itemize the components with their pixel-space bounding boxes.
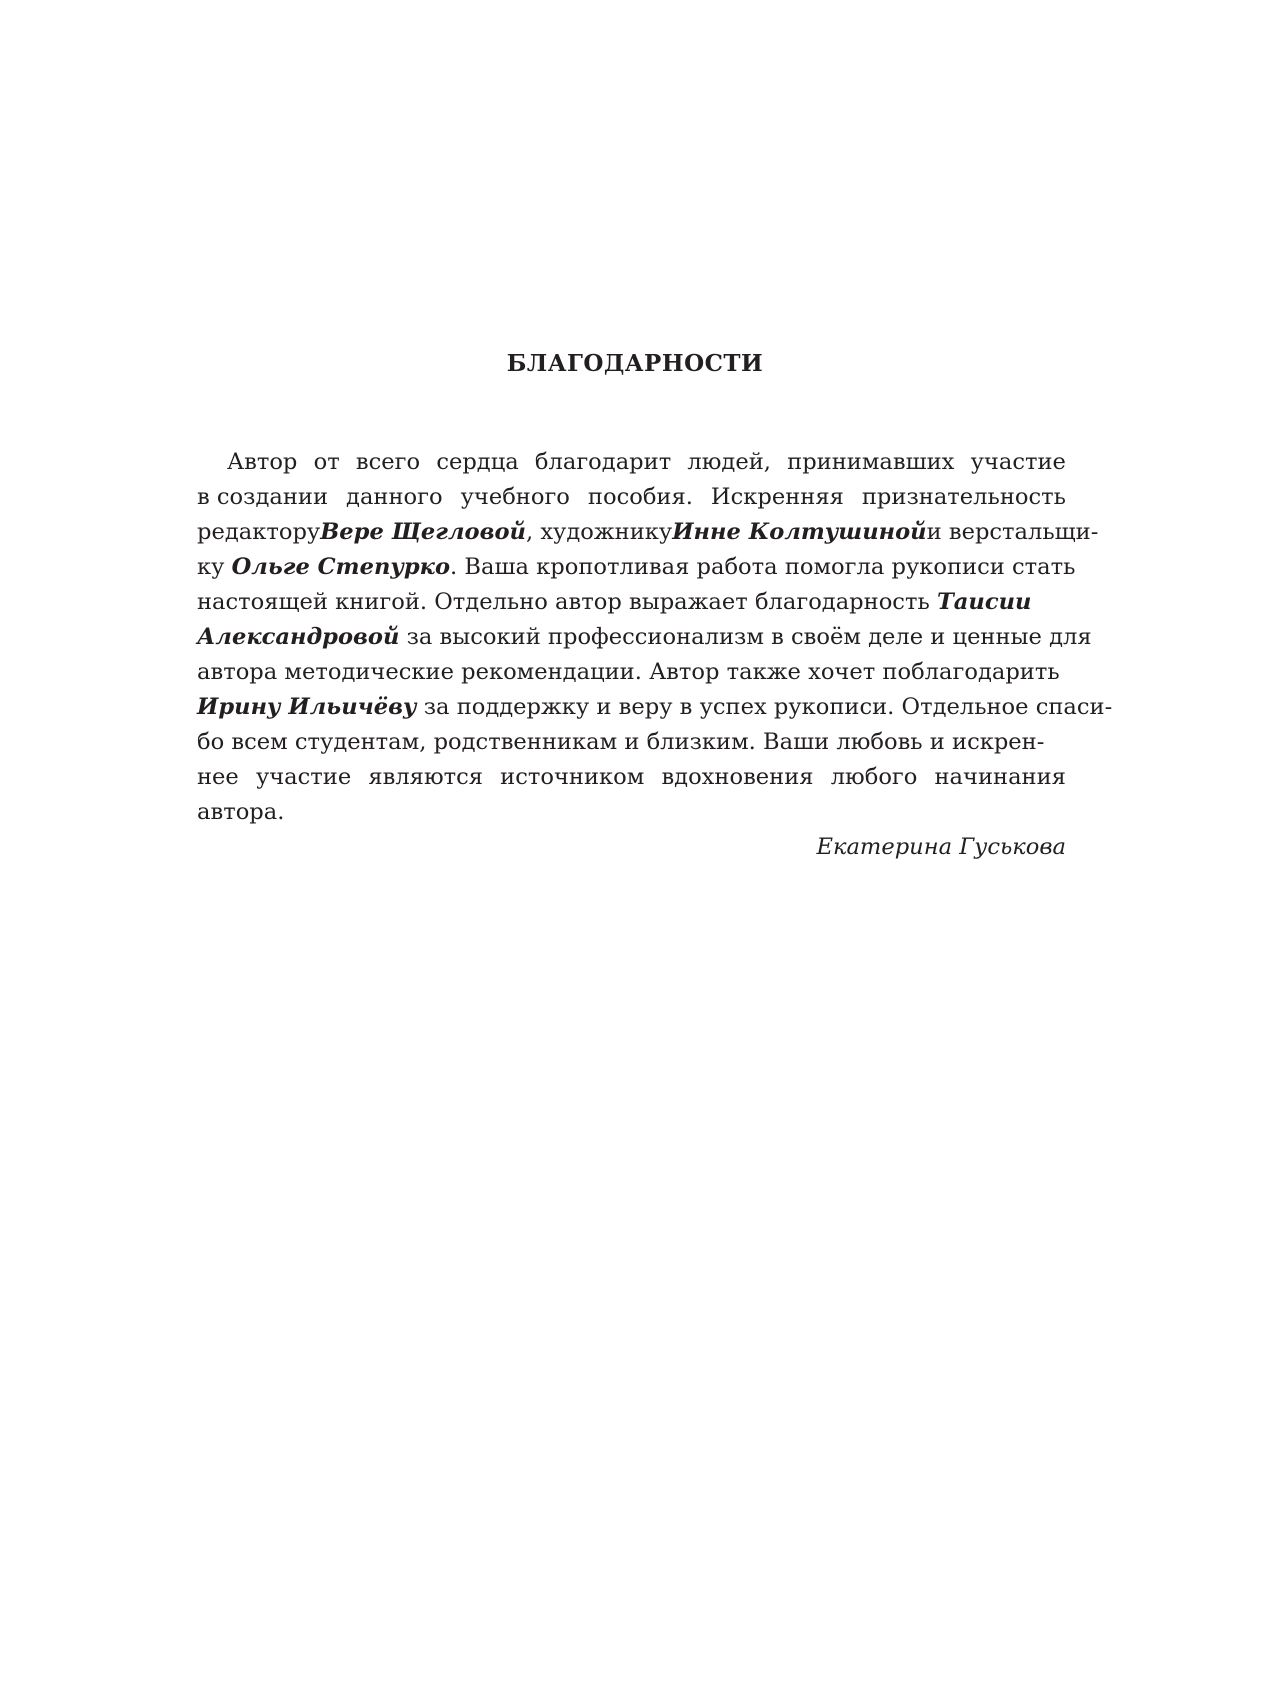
word: начинания	[934, 764, 1066, 790]
text-segment: автора методические рекомендации. Автор также хочет поблагодарить	[197, 659, 1060, 685]
text-segment: ку	[197, 554, 225, 580]
author-signature: Екатерина Гуськова	[816, 834, 1066, 860]
paragraph-line-6	[197, 620, 1092, 655]
word: в создании	[197, 484, 329, 510]
paragraph-line-3	[197, 515, 1099, 550]
text-segment: . Ваша кропотливая работа помогла рукописи стать	[450, 554, 1076, 580]
word: являются	[368, 764, 484, 790]
word: участие	[255, 764, 352, 790]
paragraph-line-7	[197, 655, 1066, 690]
text-segment: автора.	[197, 799, 285, 825]
word: нее	[197, 764, 239, 790]
word: источником	[500, 764, 645, 790]
text-segment: за высокий профессионализм в своём деле и ценные для	[406, 624, 1092, 650]
text-segment: , художнику	[525, 519, 673, 545]
person-name-editor: Вере Щегловой	[320, 519, 526, 545]
paragraph-line-1	[197, 445, 1066, 480]
text-segment: и верстальщи-	[926, 519, 1099, 545]
person-name-methodist-first: Таисии	[936, 589, 1032, 615]
text-segment: бо всем студентам, родственникам и близким. Ваши любовь и искрен-	[197, 729, 1045, 755]
acknowledgements-paragraph	[197, 445, 1113, 865]
person-name-layout: Ольге Степурко	[231, 554, 451, 580]
person-name-methodist-last: Александровой	[197, 624, 400, 650]
text-segment: за поддержку и веру в успех рукописи. Отдельное спаси-	[423, 694, 1113, 720]
word: любого	[830, 764, 918, 790]
person-name-supporter: Ирину Ильичёву	[197, 694, 417, 720]
word: благодарит	[534, 449, 672, 475]
text-segment: настоящей книгой. Отдельно автор выражает благодарность	[197, 589, 930, 615]
word: данного	[346, 484, 443, 510]
word: пособия.	[587, 484, 693, 510]
word: Искренняя	[710, 484, 844, 510]
paragraph-line-4	[197, 550, 1076, 585]
paragraph-line-5	[197, 585, 1066, 620]
paragraph-line-2	[197, 480, 1066, 515]
word: вдохновения	[661, 764, 814, 790]
word: людей,	[687, 449, 771, 475]
text-segment: редактору	[197, 519, 321, 545]
paragraph-line-8	[197, 690, 1113, 725]
person-name-artist: Инне Колтушиной	[672, 519, 927, 545]
paragraph-line-10	[197, 760, 1066, 795]
word: Автор	[227, 449, 298, 475]
text-segment	[320, 515, 672, 550]
paragraph-line-11	[197, 795, 1066, 830]
word: от	[313, 449, 340, 475]
paragraph-line-9	[197, 725, 1066, 760]
word: всего	[355, 449, 421, 475]
word: принимавших	[787, 449, 955, 475]
word: сердца	[436, 449, 519, 475]
page-title: БЛАГОДАРНОСТИ	[506, 350, 764, 377]
word: учебного	[460, 484, 570, 510]
word: признательность	[861, 484, 1066, 510]
word: участие	[970, 449, 1066, 475]
